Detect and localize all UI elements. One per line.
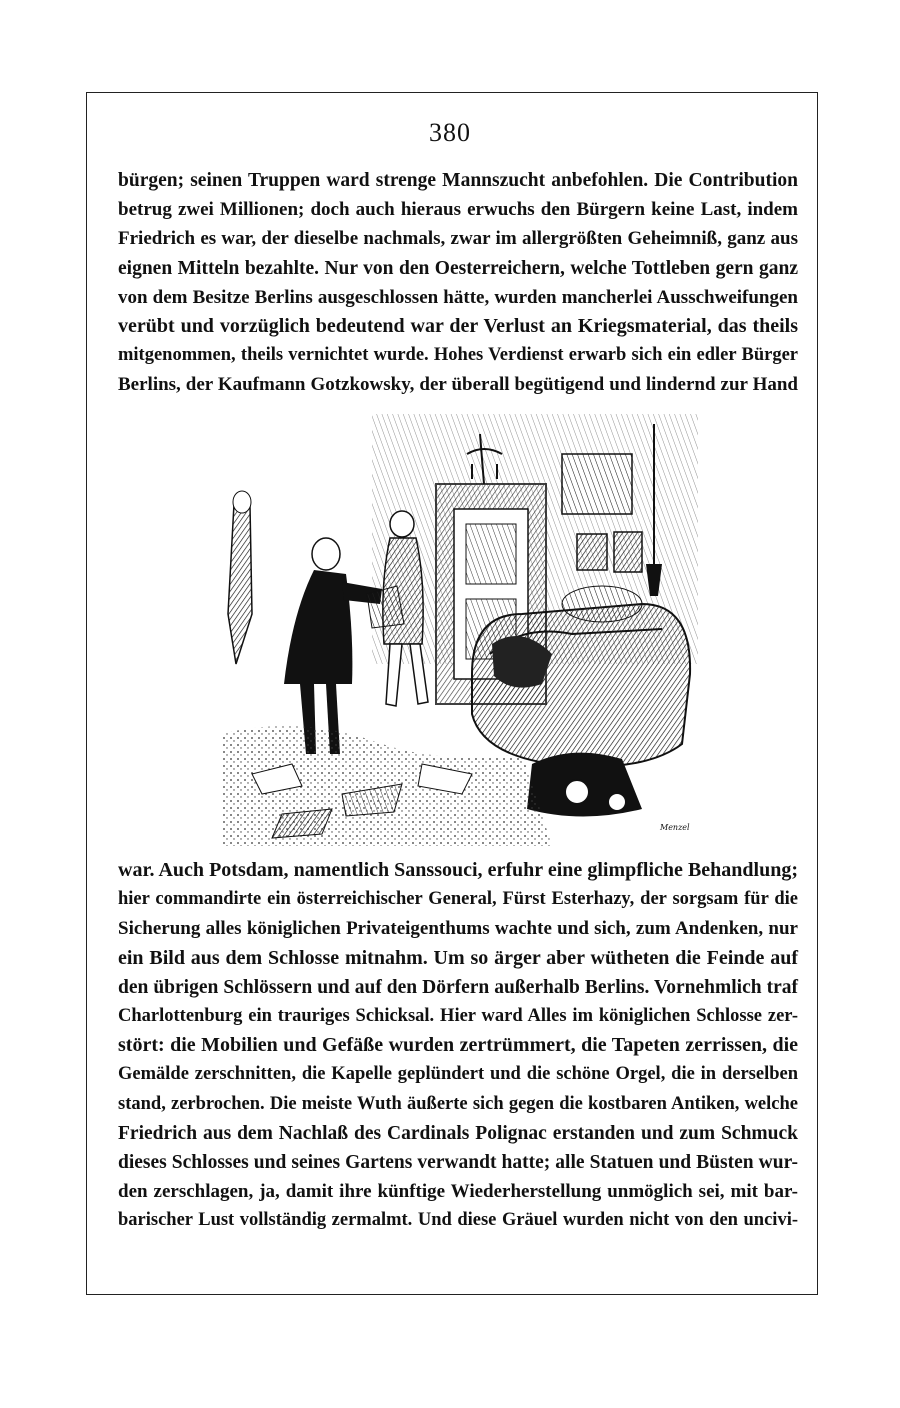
text-line: war. Auch Potsdam, namentlich Sanssouci, erfuhr eine glimpfliche Behandlung; bbox=[118, 859, 798, 881]
text-line: den zerschlagen, ja, damit ihre künftige Wiederherstellung unmöglich sei, mit bar- bbox=[118, 1181, 798, 1203]
text-line: den übrigen Schlössern und auf den Dörfern außerhalb Berlins. Vornehmlich traf bbox=[118, 976, 798, 998]
text-line: stört: die Mobilien und Gefäße wurden zertrümmert, die Tapeten zerrissen, die bbox=[118, 1034, 798, 1057]
text-line: dieses Schlosses und seines Gartens verwandt hatte; alle Statuen und Büsten wur- bbox=[118, 1151, 798, 1173]
text-line: mitgenommen, theils vernichtet wurde. Hohes Verdienst erwarb sich ein edler Bürger bbox=[118, 345, 798, 366]
text-line: hier commandirte ein österreichischer General, Fürst Esterhazy, der sorgsam für die bbox=[118, 889, 798, 910]
text-line: Friedrich aus dem Nachlaß des Cardinals Polignac erstanden und zum Schmuck bbox=[118, 1122, 798, 1144]
text-line: Friedrich es war, der dieselbe nachmals, zwar im allergrößten Geheimniß, ganz aus bbox=[118, 228, 798, 250]
text-line: Berlins, der Kaufmann Gotzkowsky, der überall begütigend und lindernd zur Hand bbox=[118, 374, 798, 396]
text-line: betrug zwei Millionen; doch auch hieraus erwuchs den Bürgern keine Last, indem bbox=[118, 199, 798, 221]
text-block-top bbox=[118, 166, 798, 400]
text-line: eignen Mitteln bezahlte. Nur von den Oesterreichern, welche Tottleben gern ganz bbox=[118, 257, 798, 279]
text-line: von dem Besitze Berlins ausgeschlossen hätte, wurden mancherlei Ausschweifungen bbox=[118, 286, 798, 308]
text-block-bottom bbox=[118, 856, 798, 1235]
text-line: Sicherung alles königlichen Privateigenthums wachte und sich, zum Andenken, nur bbox=[118, 918, 798, 940]
text-line: Charlottenburg ein trauriges Schicksal. Hier ward Alles im königlichen Schlosse zer- bbox=[118, 1005, 798, 1026]
text-line: Gemälde zerschnitten, die Kapelle geplündert und die schöne Orgel, die in derselben bbox=[118, 1064, 798, 1085]
text-line: verübt und vorzüglich bedeutend war der Verlust an Kriegsmaterial, das theils bbox=[118, 314, 798, 337]
page-number: 380 bbox=[429, 118, 471, 147]
text-line: bürgen; seinen Truppen ward strenge Mannszucht anbefohlen. Die Contribution bbox=[118, 170, 798, 191]
illustration-engraving bbox=[222, 414, 698, 846]
text-line: ein Bild aus dem Schlosse mitnahm. Um so ärger aber wütheten die Feinde auf bbox=[118, 946, 798, 969]
svg-text:Menzel: Menzel bbox=[660, 823, 690, 832]
text-line: stand, zerbrochen. Die meiste Wuth äußerte sich gegen die kostbaren Antiken, welche bbox=[118, 1093, 798, 1114]
text-line: barischer Lust vollständig zermalmt. Und diese Gräuel wurden nicht von den uncivi- bbox=[118, 1210, 798, 1231]
